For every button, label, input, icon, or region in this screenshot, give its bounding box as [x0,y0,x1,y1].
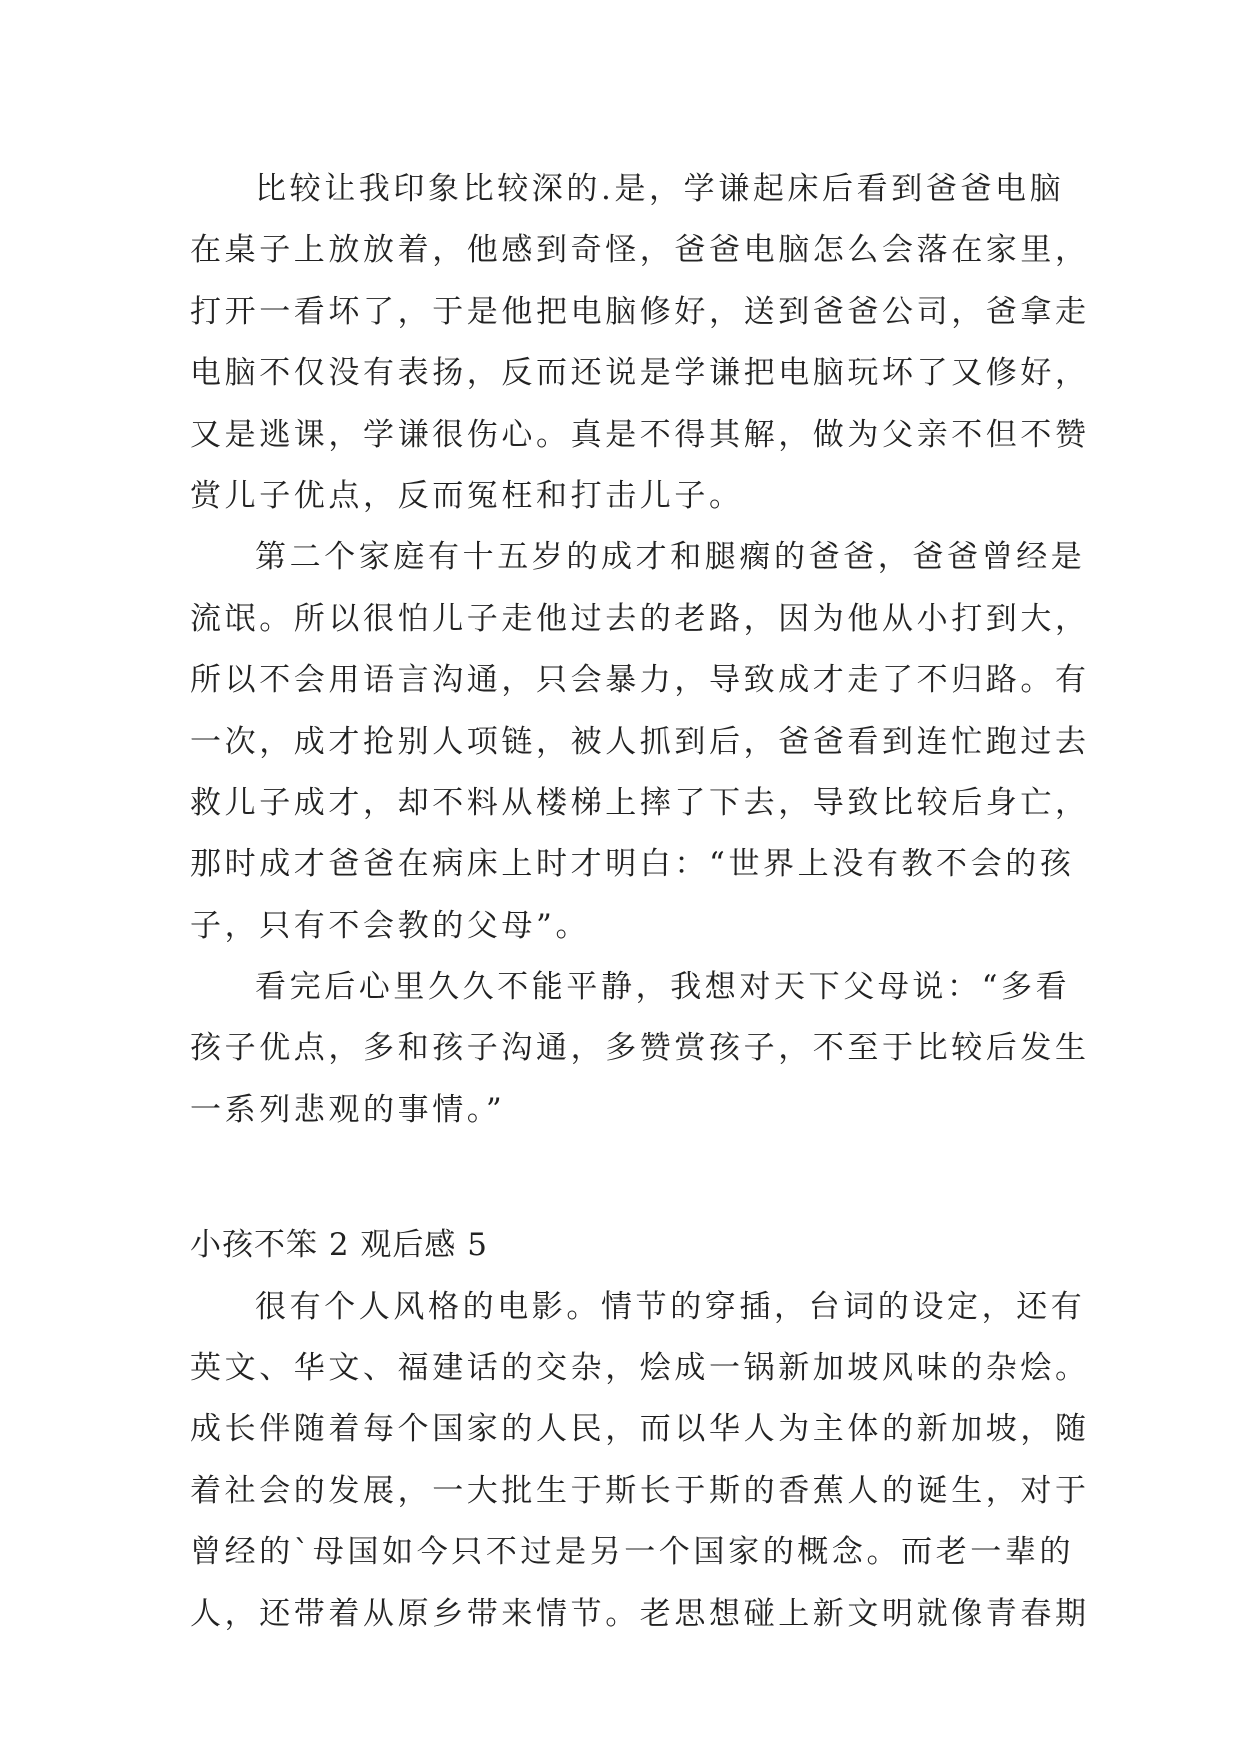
paragraph-line: 子，只有不会教的父母”。 [190,907,591,944]
paragraph-line: 所以不会用语言沟通，只会暴力，导致成才走了不归路。有 [190,662,1090,699]
paragraph-line: 一次，成才抢别人项链，被人抓到后，爸爸看到连忙跑过去 [190,723,1090,760]
paragraph-line: 人，还带着从原乡带来情节。老思想碰上新文明就像青春期 [190,1595,1090,1632]
section-spacer [190,1141,1070,1215]
paragraph-line: 英文、华文、福建话的交杂，烩成一锅新加坡风味的杂烩。 [190,1350,1090,1387]
paragraph-line: 又是逃课，学谦很伤心。真是不得其解，做为父亲不但不赞 [190,416,1090,453]
paragraph-line: 在桌子上放放着，他感到奇怪，爸爸电脑怎么会落在家里， [190,232,1090,269]
paragraph-line: 很有个人风格的电影。情节的穿插，台词的设定，还有 [255,1288,1086,1325]
paragraph-3 [190,957,1090,1141]
paragraph-line: 那时成才爸爸在病床上时才明白：“世界上没有教不会的孩 [190,846,1075,883]
paragraph-2 [190,527,1090,957]
paragraph-line: 流氓。所以很怕儿子走他过去的老路，因为他从小打到大， [190,600,1090,637]
paragraph-line: 一系列悲观的事情。” [190,1091,506,1128]
paragraph-line: 比较让我印象比较深的.是，学谦起床后看到爸爸电脑 [255,171,1065,207]
paragraph-line: 电脑不仅没有表扬，反而还说是学谦把电脑玩坏了又修好， [190,355,1090,392]
paragraph-line: 打开一看坏了，于是他把电脑修好，送到爸爸公司，爸拿走 [190,293,1090,330]
paragraph-line: 赏儿子优点，反而冤枉和打击儿子。 [190,477,744,514]
paragraph-line: 着社会的发展，一大批生于斯长于斯的香蕉人的诞生，对于 [190,1472,1090,1509]
paragraph-1 [190,159,1090,527]
paragraph-line: 曾经的`母国如今只不过是另一个国家的概念。而老一辈的 [190,1534,1075,1571]
section-heading: 小孩不笨 2 观后感 5 [190,1227,489,1264]
paragraph-line: 救儿子成才，却不料从楼梯上摔了下去，导致比较后身亡， [190,784,1090,821]
paragraph-line: 看完后心里久久不能平静，我想对天下父母说：“多看 [255,969,1071,1006]
paragraph-4 [190,1277,1090,1645]
paragraph-line: 成长伴随着每个国家的人民，而以华人为主体的新加坡，随 [190,1411,1090,1448]
paragraph-line: 第二个家庭有十五岁的成才和腿瘸的爸爸，爸爸曾经是 [255,539,1086,576]
document-body [190,159,1090,1645]
paragraph-line: 孩子优点，多和孩子沟通，多赞赏孩子，不至于比较后发生 [190,1030,1090,1067]
